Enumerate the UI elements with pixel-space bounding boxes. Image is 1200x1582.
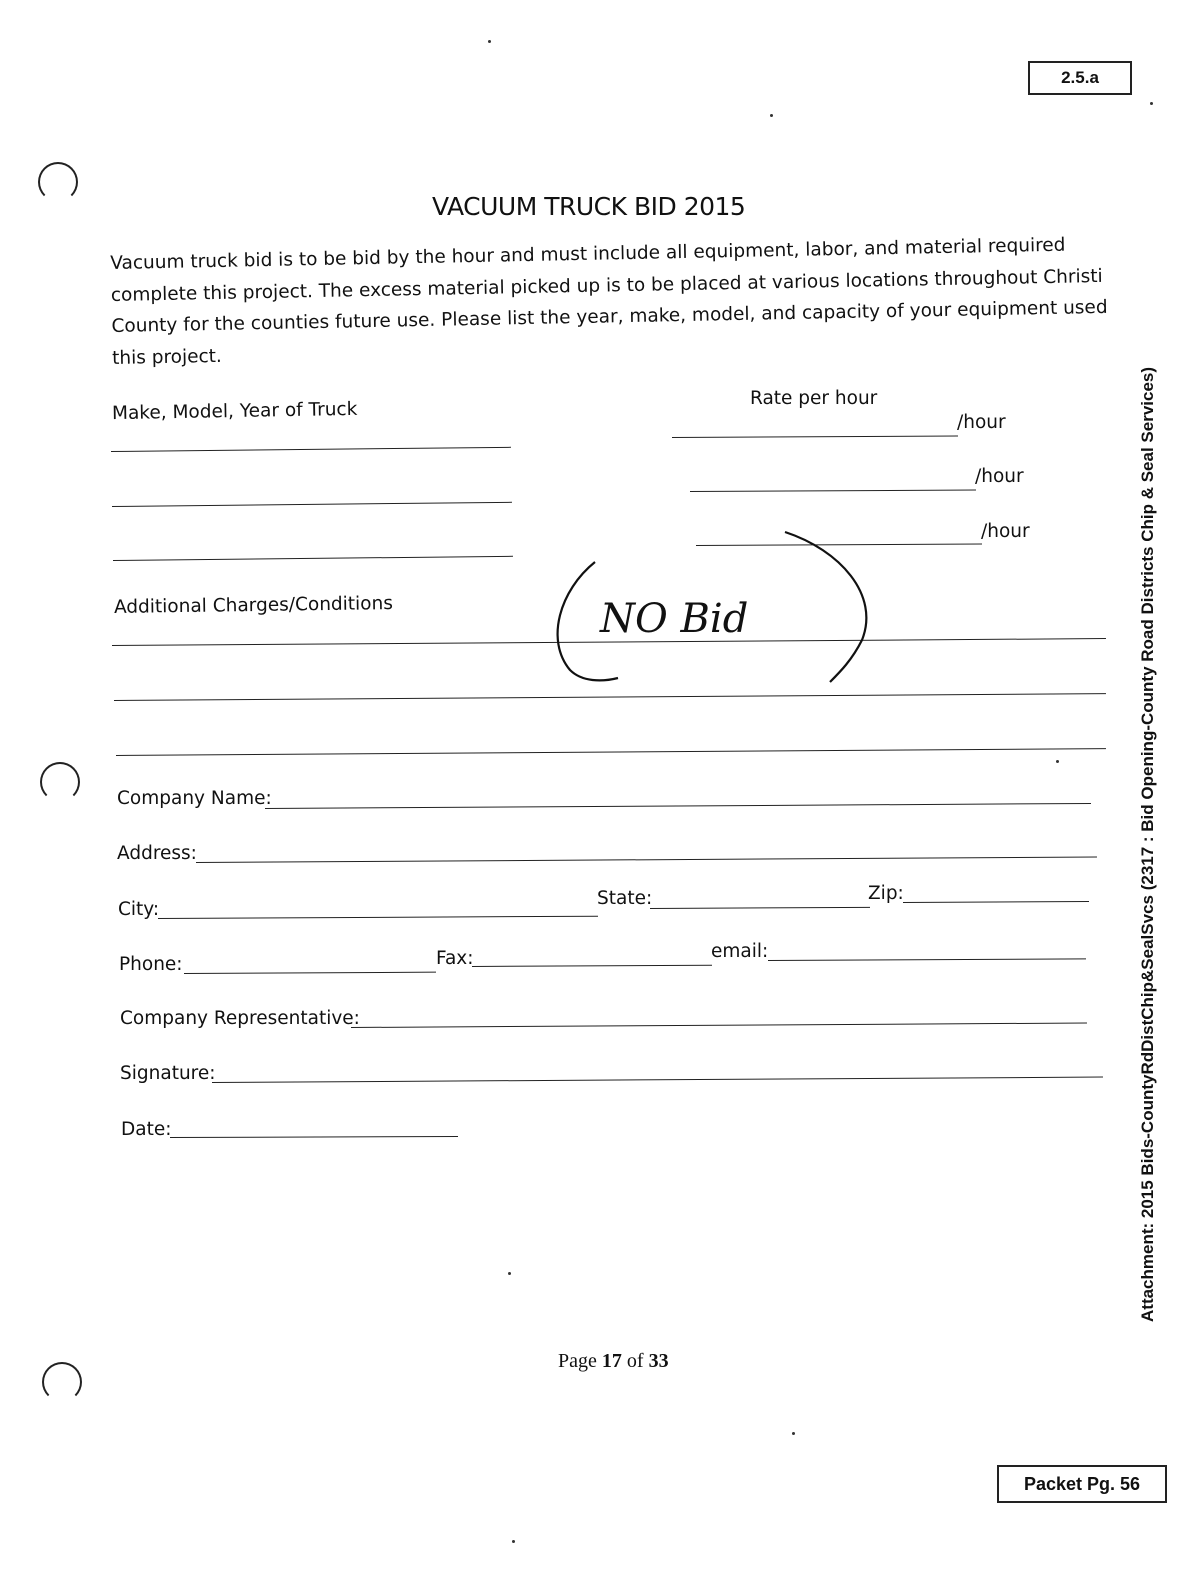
rate-line-2[interactable]	[690, 490, 976, 492]
scan-speck	[512, 1540, 515, 1543]
zip-label: Zip:	[868, 883, 904, 904]
scan-speck	[1150, 102, 1153, 105]
zip-line[interactable]	[903, 901, 1089, 903]
punch-hole-top	[38, 162, 78, 202]
document-title: VACUUM TRUCK BID 2015	[432, 192, 746, 221]
state-label: State:	[597, 888, 653, 909]
signature-line[interactable]	[212, 1077, 1103, 1083]
packet-page-text: Packet Pg. 56	[1023, 1473, 1141, 1494]
city-line[interactable]	[158, 916, 598, 919]
rate-per-hour-label: Rate per hour	[750, 388, 878, 409]
scan-speck	[508, 1272, 511, 1275]
attachment-number-badge	[1028, 61, 1132, 95]
attachment-side-note: Attachment: 2015 Bids-CountyRdDistChip&SealSvcs (2317 : Bid Opening-County Road Districts Chip & Seal Services)	[1138, 366, 1157, 1322]
attachment-number: 2.5.a	[1061, 68, 1099, 87]
intro-line: Vacuum truck bid is to be bid by the hour and must include all equipment, labor, and material required	[110, 234, 1066, 274]
hour-suffix-1: /hour	[957, 412, 1006, 433]
date-label: Date:	[121, 1119, 172, 1140]
fax-line[interactable]	[472, 965, 712, 967]
phone-label: Phone:	[119, 954, 183, 975]
phone-line[interactable]	[184, 972, 436, 974]
hour-suffix-2: /hour	[975, 466, 1024, 487]
rate-line-1[interactable]	[672, 436, 958, 438]
scan-speck	[1056, 760, 1059, 763]
date-line[interactable]	[170, 1136, 458, 1138]
truck-line-2[interactable]	[112, 502, 512, 507]
company-name-line[interactable]	[265, 803, 1091, 809]
additional-charges-label: Additional Charges/Conditions	[113, 593, 394, 618]
page-total: 33	[648, 1350, 669, 1372]
page-current: 17	[601, 1350, 622, 1372]
handwritten-no-bid-annotation	[540, 520, 890, 700]
email-line[interactable]	[768, 958, 1086, 961]
email-label: email:	[711, 941, 769, 962]
punch-hole-bottom	[42, 1362, 82, 1402]
company-representative-label: Company Representative:	[120, 1008, 360, 1029]
signature-label: Signature:	[120, 1063, 216, 1084]
additional-line-3[interactable]	[116, 748, 1106, 756]
city-label: City:	[118, 899, 160, 920]
intro-paragraph	[110, 229, 1112, 374]
address-line[interactable]	[196, 856, 1097, 863]
intro-line: complete this project. The excess material picked up is to be placed at various locations throughout Christi	[110, 265, 1103, 306]
handwritten-right-paren	[785, 532, 866, 682]
packet-page-badge	[997, 1465, 1167, 1503]
scan-speck	[488, 40, 491, 43]
intro-line: this project.	[111, 345, 223, 369]
page-number	[558, 1350, 669, 1373]
page-prefix: Page	[558, 1350, 602, 1372]
company-name-label: Company Name:	[117, 788, 272, 809]
truck-line-3[interactable]	[113, 556, 513, 561]
handwritten-no-bid-text: NO Bid	[600, 596, 749, 642]
company-representative-line[interactable]	[351, 1023, 1087, 1028]
intro-line: County for the counties future use. Please list the year, make, model, and capacity of your equipment used	[111, 296, 1108, 337]
state-line[interactable]	[650, 907, 870, 909]
truck-line-1[interactable]	[111, 447, 511, 452]
page-of: of	[621, 1350, 649, 1372]
address-label: Address:	[117, 843, 197, 864]
make-model-year-label: Make, Model, Year of Truck	[111, 398, 358, 425]
fax-label: Fax:	[436, 948, 474, 969]
scan-speck	[792, 1432, 795, 1435]
scan-speck	[770, 114, 773, 117]
hour-suffix-3: /hour	[981, 521, 1030, 542]
punch-hole-middle	[40, 762, 80, 802]
